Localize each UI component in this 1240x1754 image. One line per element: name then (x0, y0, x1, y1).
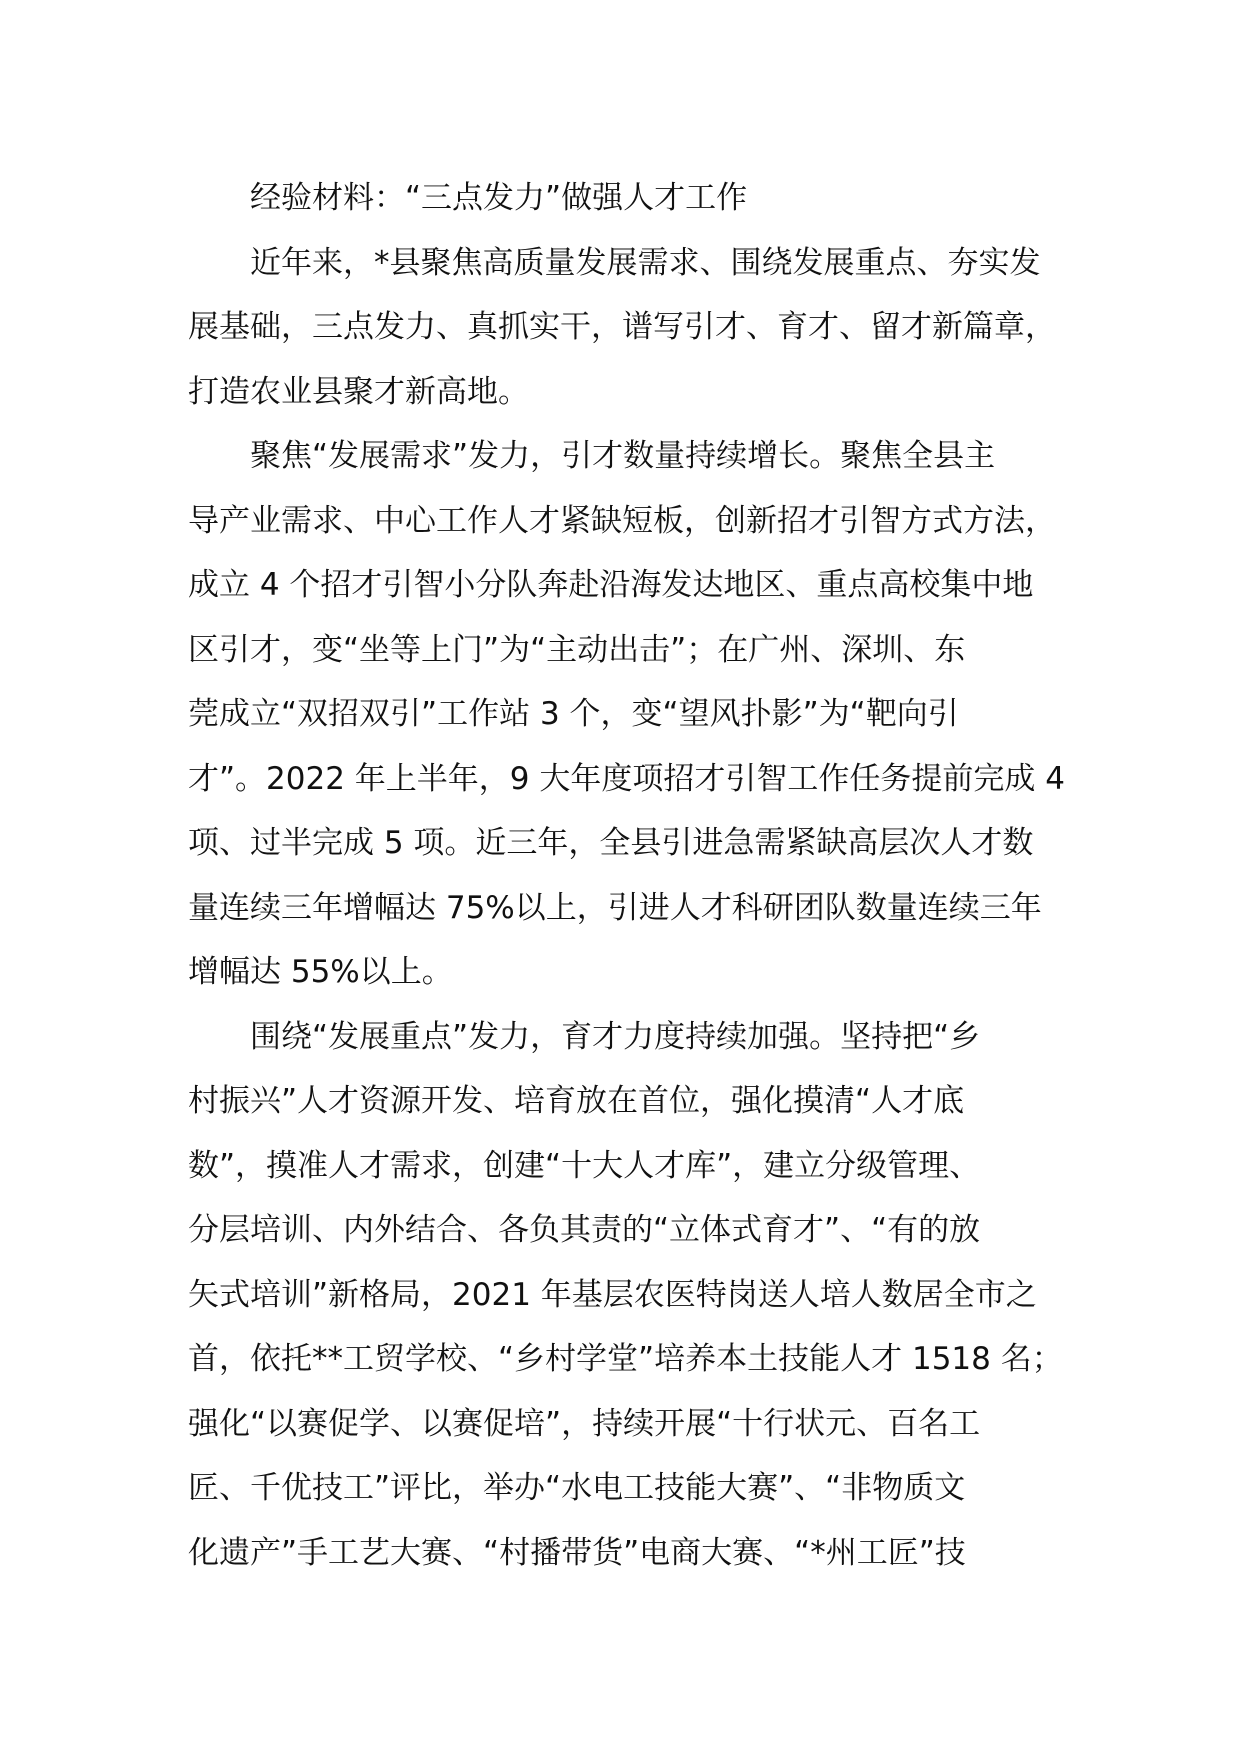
paragraph-talent-cultivation (188, 1005, 1068, 1586)
paragraph-line: 矢式培训”新格局，2021 年基层农医特岗送人培人数居全市之 (188, 1276, 1037, 1313)
paragraph-line: 导产业需求、中心工作人才紧缺短板，创新招才引智方式方法， (188, 502, 1056, 539)
paragraph-line: 数”，摸准人才需求，创建“十大人才库”，建立分级管理、 (188, 1147, 981, 1184)
paragraph-line: 莞成立“双招双引”工作站 3 个，变“望风扑影”为“靶向引 (188, 696, 959, 732)
paragraph-line: 才”。2022 年上半年，9 大年度项招才引智工作任务提前完成 4 (188, 760, 1065, 797)
paragraph-line: 匠、千优技工”评比，举办“水电工技能大赛”、“非物质文 (188, 1470, 966, 1506)
paragraph-line: 强化“以赛促学、以赛促培”，持续开展“十行状元、百名工 (188, 1405, 981, 1442)
paragraph-line: 聚焦“发展需求”发力，引才数量持续增长。聚焦全县主 (250, 438, 996, 474)
paragraph-intro (188, 231, 1068, 425)
paragraph-line: 分层培训、内外结合、各负其责的“立体式育才”、“有的放 (188, 1212, 981, 1248)
paragraph-line: 近年来，*县聚焦高质量发展需求、围绕发展重点、夯实发 (250, 244, 1041, 281)
document-title: 经验材料：“三点发力”做强人才工作 (250, 180, 748, 216)
paragraph-talent-recruitment (188, 424, 1068, 1005)
paragraph-line: 增幅达 55%以上。 (188, 954, 453, 990)
paragraph-line: 展基础，三点发力、真抓实干，谱写引才、育才、留才新篇章， (188, 309, 1056, 345)
paragraph-line: 打造农业县聚才新高地。 (188, 373, 529, 410)
document-body (188, 166, 1068, 1585)
paragraph-line: 区引才，变“坐等上门”为“主动出击”；在广州、深圳、东 (188, 631, 966, 668)
paragraph-line: 项、过半完成 5 项。近三年，全县引进急需紧缺高层次人才数 (188, 825, 1034, 861)
paragraph-line: 首，依托**工贸学校、“乡村学堂”培养本土技能人才 1518 名； (188, 1341, 1063, 1377)
paragraph-line: 村振兴”人才资源开发、培育放在首位，强化摸清“人才底 (188, 1083, 965, 1119)
paragraph-line: 量连续三年增幅达 75%以上，引进人才科研团队数量连续三年 (188, 889, 1042, 926)
paragraph-line: 围绕“发展重点”发力，育才力度持续加强。坚持把“乡 (250, 1018, 981, 1055)
paragraph-line: 成立 4 个招才引智小分队奔赴沿海发达地区、重点高校集中地 (188, 567, 1034, 603)
paragraph-line: 化遗产”手工艺大赛、“村播带货”电商大赛、“*州工匠”技 (188, 1534, 966, 1571)
